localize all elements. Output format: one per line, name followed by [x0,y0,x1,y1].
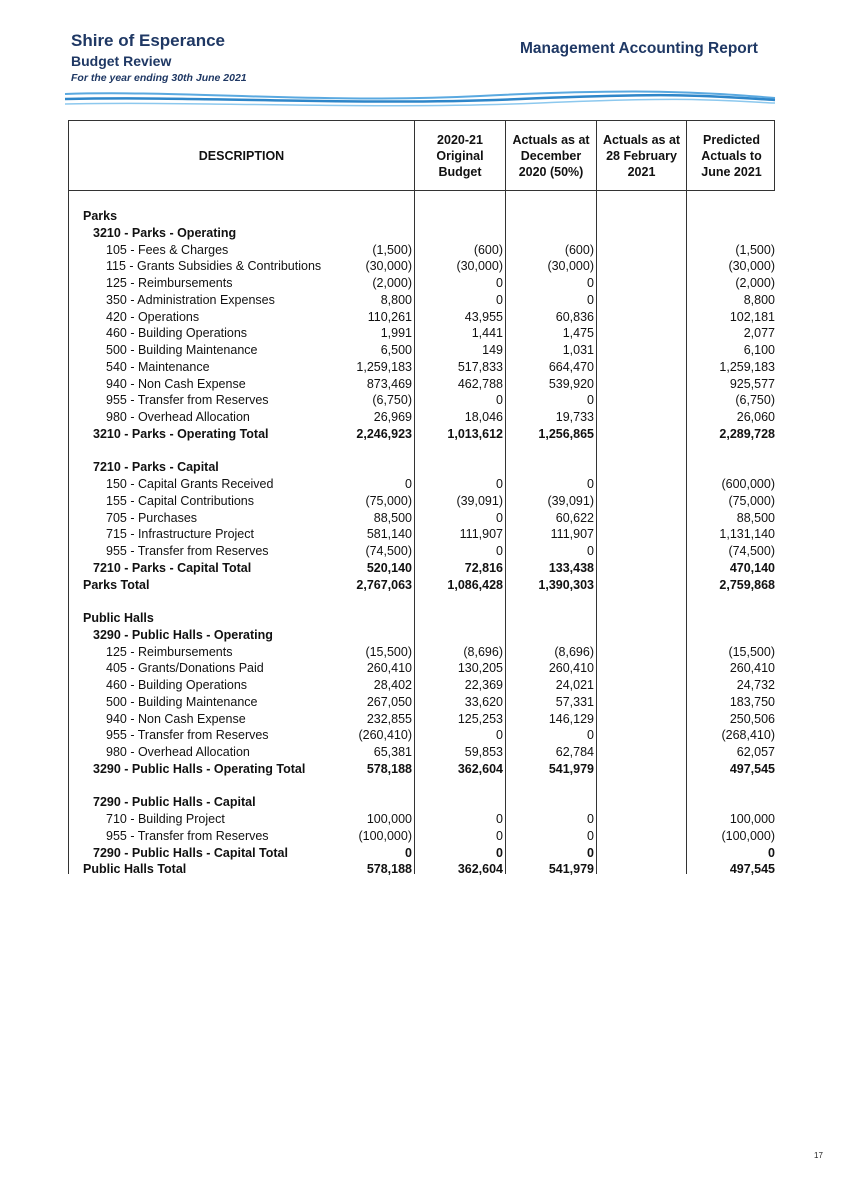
row-value-col4: (1,500) [735,242,775,257]
row-value-col2: (600) [473,242,503,257]
row-description: 115 - Grants Subsidies & Contributions [106,259,322,274]
row-value-col4: (75,000) [728,493,775,508]
row-value-col2: 0 [496,544,503,558]
row-value-col3: 0 [587,292,594,307]
row-value-col1: 110,261 [367,309,412,324]
column-divider [596,121,597,190]
row-value-col4: 6,100 [743,343,775,357]
row-description: 715 - Infrastructure Project [106,527,254,542]
row-value-col3: 664,470 [548,359,594,374]
table-row [69,677,776,694]
row-value-col3: 60,836 [555,309,594,324]
row-value-col1: 6,500 [380,343,412,357]
row-value-col1: 88,500 [373,510,412,525]
row-value-col1: 520,140 [366,560,412,575]
row-value-col4: 8,800 [743,292,775,307]
row-value-col4: 26,060 [736,410,775,424]
row-value-col3: 1,256,865 [538,426,594,441]
row-value-col3: 1,031 [562,343,594,357]
col-actuals-february-header: Actuals as at 28 February 2021 [602,132,681,179]
row-value-col3: 19,733 [555,410,594,424]
row-description: 7210 - Parks - Capital [93,460,219,475]
row-value-col2: 125,253 [457,711,503,726]
row-description: 500 - Building Maintenance [106,694,258,709]
row-description: 500 - Building Maintenance [106,343,258,357]
table-row [69,275,776,292]
row-value-col3: 62,784 [555,745,594,759]
table-row [69,258,776,275]
row-description: 7290 - Public Halls - Capital [93,795,256,810]
row-description: 980 - Overhead Allocation [106,745,250,759]
row-value-col2: 149 [482,343,503,357]
row-value-col1: (260,410) [358,728,412,743]
row-value-col1: 26,969 [373,410,412,424]
row-value-col1: 267,050 [366,694,412,709]
row-value-col4: (15,500) [728,644,775,659]
table-row [69,292,776,309]
row-description: 460 - Building Operations [106,678,248,692]
row-value-col1: 2,767,063 [356,577,412,592]
row-description: 7290 - Public Halls - Capital Total [93,845,288,860]
row-description: 7210 - Parks - Capital Total [93,560,252,575]
row-value-col3: (8,696) [554,644,594,659]
table-row [69,744,776,761]
row-value-col3: (600) [564,242,594,257]
row-description: 3290 - Public Halls - Operating Total [93,761,306,776]
row-description: Parks [83,209,118,223]
row-value-col3: 146,129 [548,711,594,726]
row-value-col3: 0 [587,728,594,743]
row-value-col2: 0 [496,828,503,843]
row-value-col2: 362,604 [457,761,503,776]
row-value-col4: (6,750) [735,393,775,408]
table-row [69,778,776,795]
report-title: Management Accounting Report [520,40,758,57]
table-row [69,242,776,259]
row-value-col1: 8,800 [380,292,412,307]
row-value-col2: 72,816 [464,560,503,575]
row-value-col1: 2,246,923 [356,426,412,441]
row-value-col2: 0 [496,393,503,408]
table-row [69,526,776,543]
row-value-col2: 130,205 [457,661,503,676]
table-row [69,794,776,811]
organisation-name: Shire of Esperance [71,31,226,50]
table-row [69,359,776,376]
row-description: 955 - Transfer from Reserves [106,828,269,843]
table-row [69,325,776,342]
table-row [69,711,776,728]
table-row [69,459,776,476]
row-value-col3: (39,091) [547,493,594,508]
row-value-col2: 59,853 [464,745,503,759]
row-value-col2: 517,833 [457,359,503,374]
table-row [69,392,776,409]
row-value-col2: 0 [496,510,503,525]
budget-table [68,120,775,877]
row-value-col1: 100,000 [366,812,412,826]
row-value-col1: 873,469 [366,376,412,391]
row-value-col3: 0 [587,477,594,491]
row-value-col2: (30,000) [456,259,503,274]
row-value-col1: 1,991 [380,326,412,341]
row-value-col3: 0 [587,828,594,843]
row-value-col2: 0 [496,812,503,826]
row-value-col2: 1,086,428 [447,577,503,592]
row-value-col3: (30,000) [547,259,594,274]
table-row [69,225,776,242]
row-description: 105 - Fees & Charges [106,242,229,257]
column-divider [686,121,687,190]
row-value-col1: 260,410 [366,661,412,676]
table-row [69,610,776,627]
row-value-col2: 0 [496,477,503,491]
table-row [69,845,776,862]
row-value-col2: (39,091) [456,493,503,508]
row-value-col4: (30,000) [728,259,775,274]
col-actuals-december-header: Actuals as at December 2020 (50%) [512,132,590,179]
row-description: 350 - Administration Expenses [106,292,275,307]
row-description: 710 - Building Project [106,812,225,826]
row-value-col2: 33,620 [464,694,503,709]
table-row [69,761,776,778]
row-value-col2: 43,955 [464,309,503,324]
row-value-col4: 470,140 [729,560,775,575]
row-description: 150 - Capital Grants Received [106,477,274,491]
report-period: For the year ending 30th June 2021 [71,72,247,84]
row-value-col4: 497,545 [729,862,775,877]
row-description: 405 - Grants/Donations Paid [106,661,264,676]
table-row [69,660,776,677]
table-row [69,627,776,644]
row-value-col3: 111,907 [550,527,594,542]
table-row [69,543,776,560]
row-value-col4: (600,000) [721,477,775,491]
row-value-col2: 1,013,612 [447,426,503,441]
row-value-col1: (2,000) [372,276,412,290]
row-value-col1: (75,000) [365,493,412,508]
row-value-col3: 0 [587,276,594,290]
row-description: 3290 - Public Halls - Operating [93,627,273,642]
table-row [69,443,776,460]
row-description: 460 - Building Operations [106,326,248,341]
table-row [69,510,776,527]
table-row [69,560,776,577]
row-value-col2: 18,046 [464,410,503,424]
row-value-col3: 260,410 [548,661,594,676]
row-value-col3: 24,021 [555,678,594,692]
row-value-col1: 0 [405,845,412,860]
row-value-col1: (6,750) [372,393,412,408]
row-description: 125 - Reimbursements [106,276,233,290]
table-row [69,727,776,744]
row-value-col4: 102,181 [729,309,775,324]
table-row [69,577,776,594]
row-value-col4: 100,000 [729,812,775,826]
row-value-col1: (100,000) [358,828,412,843]
row-value-col2: 0 [496,292,503,307]
row-value-col4: 2,289,728 [719,426,775,441]
row-description: 955 - Transfer from Reserves [106,393,269,408]
row-description: 940 - Non Cash Expense [106,711,246,726]
row-description: Public Halls [83,611,154,625]
row-value-col2: 0 [496,728,503,743]
table-row [69,342,776,359]
table-row [69,426,776,443]
row-value-col3: 541,979 [548,761,594,776]
row-value-col3: 541,979 [548,862,594,877]
row-value-col1: (1,500) [372,242,412,257]
row-value-col1: (15,500) [365,644,412,659]
row-value-col3: 133,438 [548,560,594,575]
row-value-col4: 183,750 [729,694,775,709]
row-value-col4: (74,500) [728,544,775,558]
header-wave-divider [60,86,780,112]
row-value-col3: 0 [587,812,594,826]
row-description: 125 - Reimbursements [106,644,233,659]
row-value-col1: (74,500) [365,544,412,558]
row-description: 955 - Transfer from Reserves [106,728,269,743]
row-description: Parks Total [83,577,150,592]
column-divider [414,121,415,190]
table-row [69,694,776,711]
row-value-col4: 2,759,868 [719,577,775,592]
row-value-col1: 232,855 [366,711,412,726]
row-value-col1: 0 [405,477,412,491]
row-description: 420 - Operations [106,309,200,324]
row-description: 3210 - Parks - Operating Total [93,426,269,441]
table-row [69,828,776,845]
table-row [69,811,776,828]
row-value-col1: 28,402 [373,678,412,692]
table-row [69,376,776,393]
page-number: 17 [814,1151,823,1160]
row-description: 3210 - Parks - Operating [93,225,237,240]
table-row [69,593,776,610]
row-value-col3: 1,390,303 [538,577,594,592]
table-row [69,309,776,326]
table-row [69,409,776,426]
row-description: 705 - Purchases [106,510,198,525]
row-value-col1: 581,140 [366,527,412,542]
row-value-col4: 88,500 [736,510,775,525]
row-value-col3: 60,622 [555,510,594,525]
row-value-col3: 539,920 [548,376,594,391]
row-value-col2: 462,788 [457,376,503,391]
column-divider [505,121,506,190]
row-value-col3: 1,475 [562,326,594,341]
row-value-col2: 111,907 [459,527,503,542]
table-row [69,208,776,225]
row-value-col4: 2,077 [743,326,775,341]
row-description: Public Halls Total [83,862,187,877]
row-value-col4: (100,000) [721,828,775,843]
col-description-header: DESCRIPTION [198,148,285,163]
row-value-col4: 1,259,183 [719,359,775,374]
row-value-col2: (8,696) [463,644,503,659]
row-value-col2: 362,604 [457,862,503,877]
row-value-col1: 65,381 [373,745,412,759]
row-value-col1: 578,188 [366,862,412,877]
row-description: 980 - Overhead Allocation [106,410,250,424]
row-value-col2: 1,441 [471,326,503,341]
table-row [69,493,776,510]
row-value-col4: (268,410) [721,728,775,743]
row-value-col4: 1,131,140 [719,527,775,542]
row-value-col4: 0 [768,845,775,860]
row-description: 940 - Non Cash Expense [106,376,246,391]
row-value-col4: 62,057 [736,745,775,759]
row-value-col4: 250,506 [729,711,775,726]
row-value-col2: 22,369 [464,678,503,692]
row-description: 540 - Maintenance [106,359,210,374]
row-value-col1: 578,188 [366,761,412,776]
col-predicted-header: Predicted Actuals to June 2021 [701,132,762,179]
row-value-col4: 497,545 [729,761,775,776]
row-description: 955 - Transfer from Reserves [106,544,269,558]
row-value-col1: 1,259,183 [356,359,412,374]
row-value-col2: 0 [496,276,503,290]
row-value-col3: 0 [587,544,594,558]
col-original-budget-header: 2020-21 Original Budget [436,132,484,179]
table-row [69,476,776,493]
report-subtitle: Budget Review [71,53,172,69]
row-value-col2: 0 [496,845,503,860]
table-body [68,190,775,877]
table-row [69,861,776,878]
row-value-col1: (30,000) [365,259,412,274]
table-row [69,644,776,661]
row-value-col4: 925,577 [729,376,775,391]
row-description: 155 - Capital Contributions [106,493,254,508]
row-value-col4: 260,410 [729,661,775,676]
row-value-col4: (2,000) [735,276,775,290]
report-header [71,31,247,85]
row-value-col3: 0 [587,845,594,860]
row-value-col4: 24,732 [736,678,775,692]
table-header [68,120,775,190]
row-value-col3: 57,331 [555,694,594,709]
row-value-col3: 0 [587,393,594,408]
